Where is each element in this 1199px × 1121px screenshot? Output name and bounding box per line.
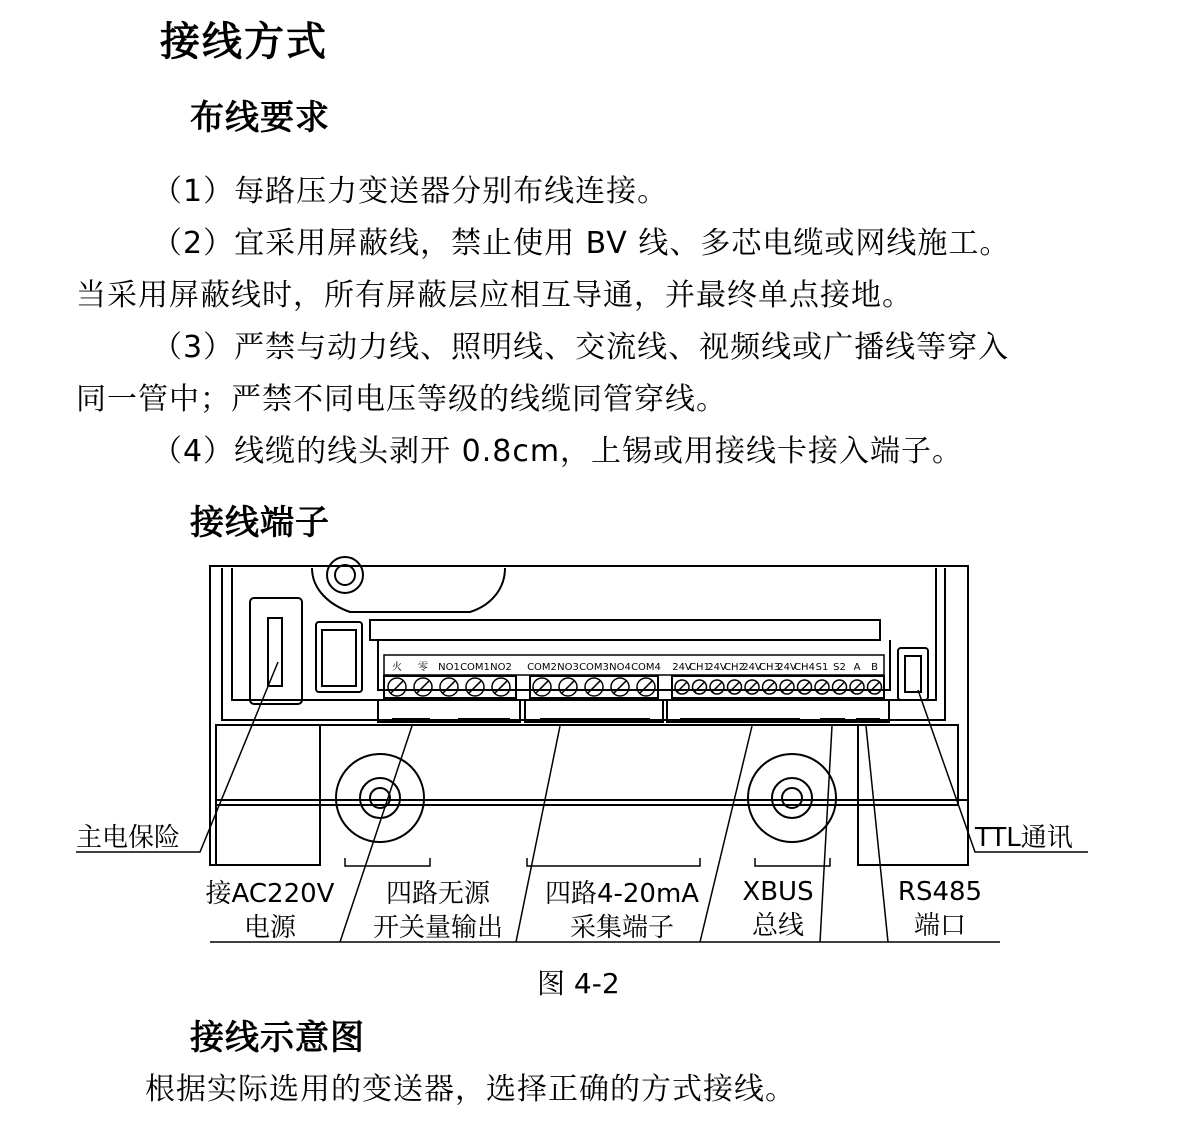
terminal-label: A (853, 662, 861, 673)
device-outline (210, 566, 968, 865)
requirement-2-cont: 当采用屏蔽线时，所有屏蔽层应相互导通，并最终单点接地。 (76, 278, 913, 313)
terminal-screw-slot (495, 681, 508, 694)
label-analog-1: 四路4-20mA (544, 879, 700, 909)
terminal-label: 24V (777, 662, 797, 673)
heading-wiring-requirements: 布线要求 (190, 98, 330, 138)
fuse (268, 618, 282, 686)
label-relay-2: 开关量输出 (372, 913, 504, 943)
terminal-label: NO3 (557, 662, 579, 673)
terminal-screw-slot (443, 681, 456, 694)
terminal-label: COM1 (460, 662, 490, 673)
terminal-screw-slot (640, 681, 653, 694)
label-ttl: TTL通讯 (975, 823, 1073, 853)
terminal-label: S2 (833, 662, 846, 673)
heading-terminals: 接线端子 (190, 503, 330, 543)
cable-gland-right (748, 754, 836, 842)
terminal-label: CH1 (689, 662, 710, 673)
terminal-label: 24V (742, 662, 762, 673)
terminal-screw-slot (536, 681, 549, 694)
terminal-screw-slot (562, 681, 575, 694)
terminal-screw-slot (614, 681, 627, 694)
requirement-3: （3）严禁与动力线、照明线、交流线、视频线或广播线等穿入 (152, 330, 1010, 365)
terminal-label: CH3 (759, 662, 780, 673)
terminal-label: CH4 (794, 662, 815, 673)
terminal-label: COM3 (579, 662, 609, 673)
terminal-label: 火 (392, 662, 402, 673)
cable-gland-left (336, 754, 424, 842)
terminal-label: NO2 (490, 662, 512, 673)
label-ac-2: 电源 (243, 913, 297, 943)
terminal-label: COM2 (527, 662, 557, 673)
requirement-1: （1）每路压力变送器分别布线连接。 (152, 174, 669, 209)
wiring-diagram-text: 根据实际选用的变送器，选择正确的方式接线。 (145, 1072, 796, 1107)
terminal-block-analog-bus (672, 676, 884, 698)
fuse-holder (250, 598, 302, 704)
page-title: 接线方式 (160, 19, 328, 65)
label-analog-2: 采集端子 (569, 913, 675, 943)
label-fuse: 主电保险 (76, 823, 181, 853)
label-ac-1: 接AC220V (205, 879, 335, 909)
terminal-screw-slot (588, 681, 601, 694)
terminal-label: COM4 (631, 662, 661, 673)
label-rs485-2: 端口 (913, 911, 967, 941)
label-relay-1: 四路无源 (385, 879, 491, 909)
requirement-4: （4）线缆的线头剥开 0.8cm，上锡或用接线卡接入端子。 (152, 434, 964, 469)
figure-caption: 图 4-2 (537, 967, 620, 1000)
terminal-label: NO1 (438, 662, 460, 673)
terminal-label: B (871, 662, 878, 673)
label-xbus-2: 总线 (751, 911, 805, 941)
requirement-2: （2）宜采用屏蔽线，禁止使用 BV 线、多芯电缆或网线施工。 (152, 226, 1011, 261)
terminal-screw-slot (417, 681, 430, 694)
terminal-screw-slot (391, 681, 404, 694)
requirement-3-cont: 同一管中；严禁不同电压等级的线缆同管穿线。 (76, 382, 727, 417)
terminal-label: 零 (418, 662, 428, 673)
terminal-label: 24V (672, 662, 692, 673)
terminal-screw-slot (469, 681, 482, 694)
heading-wiring-diagram: 接线示意图 (190, 1018, 365, 1058)
terminal-label: 24V (707, 662, 727, 673)
label-xbus-1: XBUS (742, 877, 814, 907)
terminal-label: CH2 (724, 662, 745, 673)
terminal-label: NO4 (609, 662, 631, 673)
label-rs485-1: RS485 (897, 877, 983, 907)
terminal-label: S1 (815, 662, 829, 673)
